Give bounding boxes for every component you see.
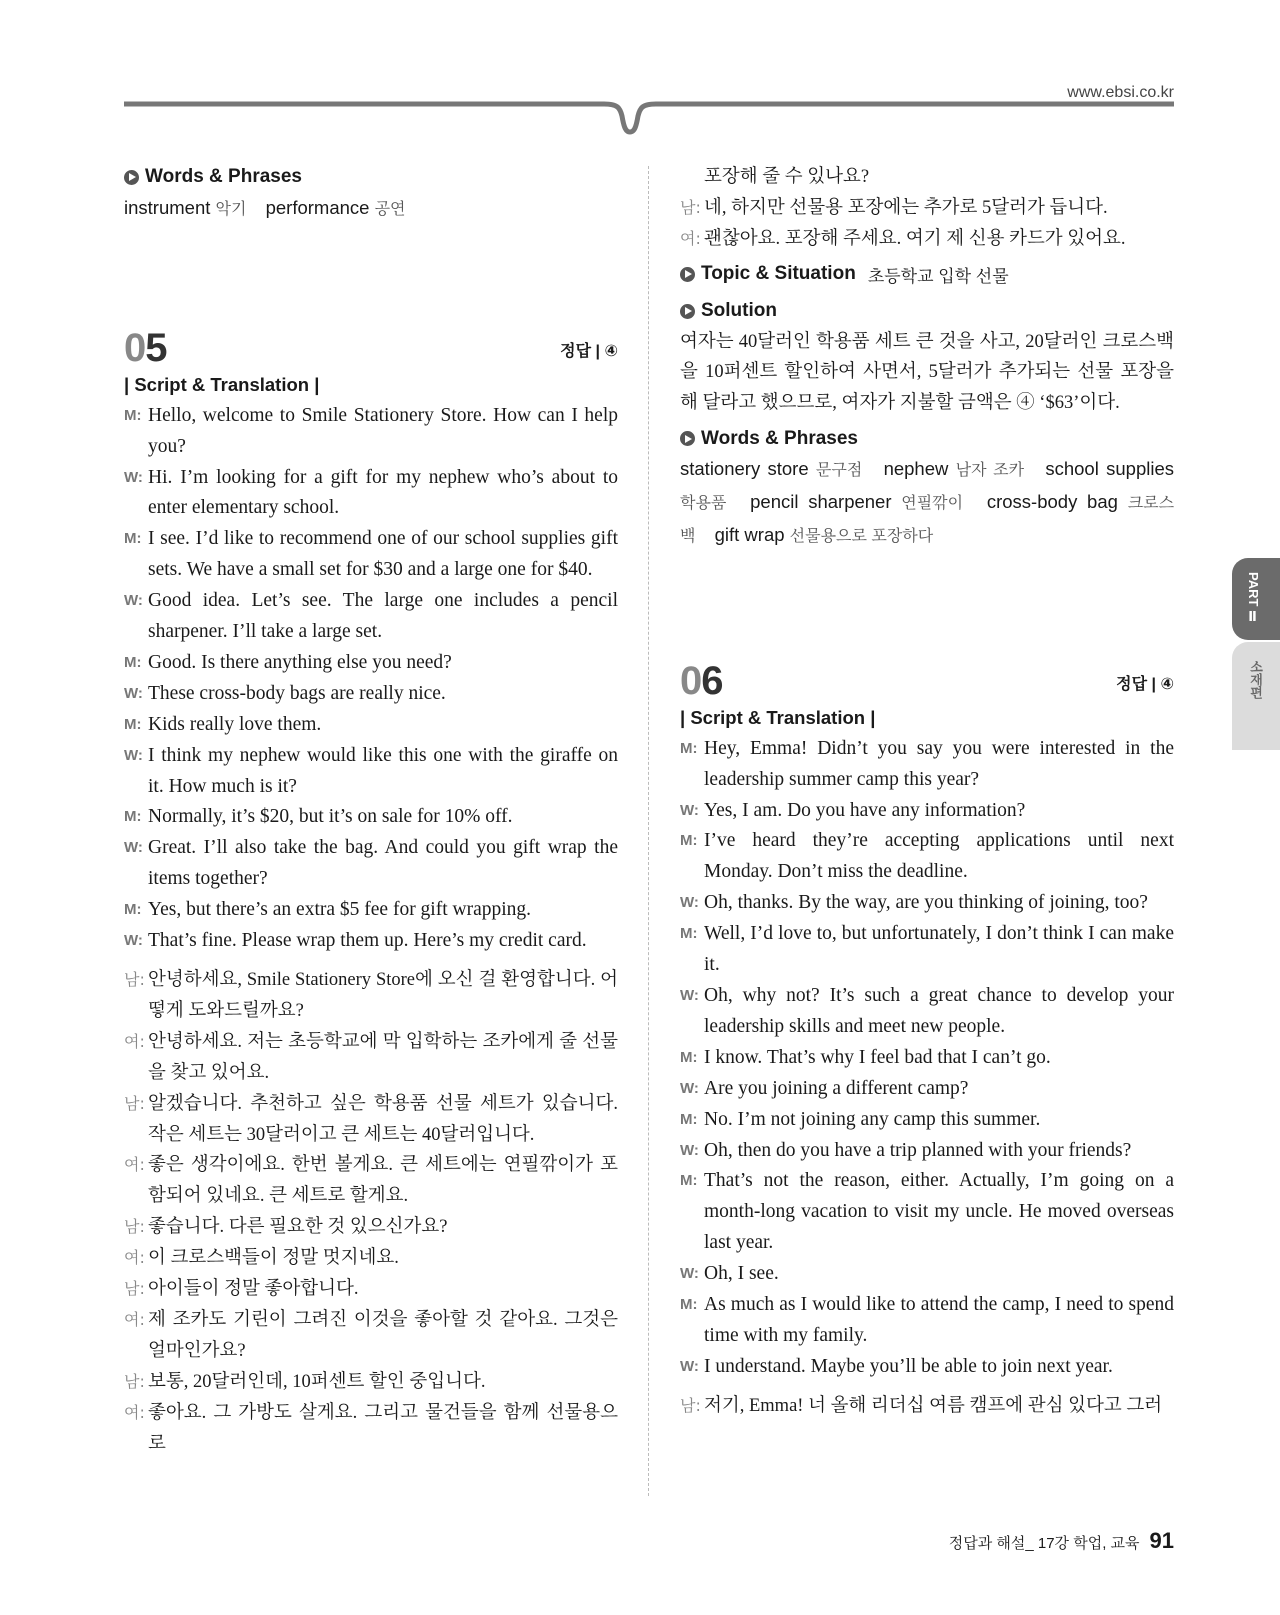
line-text: 좋은 생각이에요. 한번 볼게요. 큰 세트에는 연필깎이가 포함되어 있네요. 큰 세트로 할게요. [148, 1155, 618, 1207]
page-number: 91 [1149, 1528, 1174, 1553]
speaker-label: M: [680, 1172, 698, 1190]
line-text: Oh, I see. [704, 1263, 779, 1285]
dialogue-line [124, 926, 618, 957]
word-ko: 공연 [374, 200, 406, 218]
line-text: Oh, then do you have a trip planned with your friends? [704, 1139, 1132, 1161]
dialogue-line [680, 1290, 1174, 1352]
right-column [680, 162, 1174, 1422]
speaker-label: M: [124, 530, 142, 548]
dialogue-line [124, 524, 618, 586]
line-text: 포장해 줄 수 있나요? [704, 167, 870, 187]
translation-06 [680, 1391, 1174, 1422]
speaker-label: 남: [124, 1371, 145, 1391]
line-text: 알겠습니다. 추천하고 싶은 학용품 선물 세트가 있습니다. 작은 세트는 30달러이고 큰 세트는 40달러입니다. [148, 1093, 618, 1145]
word-ko: 악기 [215, 200, 247, 218]
dialogue-line [124, 1150, 618, 1212]
speaker-label: W: [680, 1357, 699, 1375]
line-text: That’s not the reason, either. Actually, I’m going on a month-long vacation to visit my uncle. He moved overseas last year. [704, 1170, 1174, 1254]
page-footer [949, 1528, 1174, 1554]
dialogue-line [680, 1166, 1174, 1259]
line-text: Are you joining a different camp? [704, 1077, 969, 1099]
script-05 [124, 401, 618, 957]
speaker-label: W: [124, 468, 143, 486]
words-list [680, 454, 1174, 553]
speaker-label: W: [680, 1265, 699, 1283]
speaker-label: 남: [680, 197, 701, 217]
dialogue-line [124, 1274, 618, 1305]
dialogue-line [680, 1136, 1174, 1167]
answer-label: 정답 | ④ [1116, 675, 1174, 693]
speaker-label: M: [680, 832, 698, 850]
word-en: instrument [124, 196, 211, 218]
question-06-header [680, 659, 1174, 703]
speaker-label: W: [124, 684, 143, 702]
line-text: I think my nephew would like this one with the giraffe on it. How much is it? [148, 744, 618, 797]
topic-text: 초등학교 입학 선물 [867, 266, 1009, 286]
line-text: Good idea. Let’s see. The large one includes a pencil sharpener. I’ll take a large set. [148, 590, 618, 643]
dialogue-line [124, 1212, 618, 1243]
dialogue-line [680, 888, 1174, 919]
speaker-label: 여: [124, 1309, 145, 1329]
line-text: No. I’m not joining any camp this summer. [704, 1108, 1041, 1130]
speaker-label: W: [124, 592, 143, 610]
speaker-label: W: [680, 986, 699, 1004]
speaker-label: 남: [124, 970, 145, 989]
question-number: 05 [124, 325, 167, 370]
play-bullet-icon [680, 304, 695, 319]
dialogue-line [124, 401, 618, 463]
dialogue-line [124, 648, 618, 679]
line-text: Kids really love them. [148, 713, 322, 735]
header-rule [124, 98, 1174, 138]
speaker-label: M: [680, 1110, 698, 1128]
dialogue-line [124, 1089, 618, 1151]
dialogue-line [680, 734, 1174, 796]
line-text: Well, I’d love to, but unfortunately, I don’t think I can make it. [704, 923, 1174, 976]
line-text: Oh, why not? It’s such a great chance to develop your leadership skills and meet new people. [704, 984, 1174, 1037]
speaker-label: W: [124, 932, 143, 950]
line-text: 안녕하세요. 저는 초등학교에 막 입학하는 조카에게 줄 선물을 찾고 있어요. [148, 1031, 618, 1083]
word-ko: 선물용으로 포장하다 [789, 527, 934, 545]
question-05-header [124, 326, 618, 370]
speaker-label: M: [124, 406, 142, 424]
speaker-label: M: [124, 653, 142, 671]
line-text: As much as I would like to attend the camp, I need to spend time with my family. [704, 1294, 1174, 1346]
speaker-label: 여: [124, 1248, 145, 1268]
speaker-label: 남: [124, 1217, 145, 1237]
dialogue-line [680, 1352, 1174, 1383]
answer-label: 정답 | ④ [560, 342, 618, 360]
line-text: Great. I’ll also take the bag. And could you gift wrap the items together? [148, 837, 618, 890]
line-text: Oh, thanks. By the way, are you thinking of joining, too? [704, 892, 1148, 914]
solution-heading: Solution [680, 296, 1174, 327]
line-text: Hello, welcome to Smile Stationery Store. How can I help you? [148, 404, 618, 457]
line-text: Normally, it’s $20, but it’s on sale for 10% off. [148, 806, 513, 828]
dialogue-line [124, 1243, 618, 1274]
line-text: Hey, Emma! Didn’t you say you were interested in the leadership summer camp this year? [704, 737, 1174, 790]
speaker-label: 여: [680, 228, 701, 248]
line-text: 괜찮아요. 포장해 주세요. 여기 제 신용 카드가 있어요. [704, 228, 1126, 249]
play-bullet-icon [680, 267, 695, 282]
line-text: I’ve heard they’re accepting applications until next Monday. Don’t miss the deadline. [704, 830, 1174, 883]
word-en: gift wrap [714, 523, 785, 545]
dialogue-line [680, 1105, 1174, 1136]
dialogue-line [124, 833, 618, 895]
dialogue-line [680, 224, 1174, 255]
translation-05-cont [680, 162, 1174, 255]
dialogue-line [124, 679, 618, 710]
speaker-label: W: [680, 1141, 699, 1159]
play-bullet-icon [124, 170, 139, 185]
dialogue-line [680, 826, 1174, 888]
speaker-label: 여: [124, 1155, 145, 1175]
tab-part-2[interactable]: PART Ⅱ [1232, 558, 1280, 640]
speaker-label: W: [124, 746, 143, 764]
word-en: pencil sharpener [750, 491, 892, 513]
line-text: Yes, but there’s an extra $5 fee for gift wrapping. [148, 899, 532, 921]
speaker-label: M: [124, 808, 142, 826]
speaker-label: M: [124, 901, 142, 919]
dialogue-line [124, 802, 618, 833]
word-en: performance [265, 196, 370, 218]
dialogue-line [124, 586, 618, 648]
column-divider [648, 166, 649, 1496]
line-text: I know. That’s why I feel bad that I can’t go. [704, 1046, 1051, 1068]
dialogue-line [124, 1398, 618, 1460]
line-text: 좋아요. 그 가방도 살게요. 그리고 물건들을 함께 선물용으로 [148, 1402, 618, 1454]
word-ko: 크로스백 [680, 495, 1175, 545]
dialogue-line [680, 919, 1174, 981]
dialogue-line [680, 162, 1174, 193]
dialogue-line [124, 710, 618, 741]
tab-section[interactable]: 소재편 [1232, 642, 1280, 750]
speaker-label: 여: [124, 1402, 145, 1422]
word-en: stationery store [680, 458, 809, 480]
line-text: Yes, I am. Do you have any information? [704, 799, 1026, 821]
line-text: I see. I’d like to recommend one of our school supplies gift sets. We have a small set for $30 and a large one for $40. [148, 528, 618, 581]
line-text: I understand. Maybe you’ll be able to join next year. [704, 1355, 1113, 1377]
words-phrases-heading: Words & Phrases [680, 423, 1174, 454]
speaker-label: 남: [680, 1395, 701, 1415]
line-text: Hi. I’m looking for a gift for my nephew who’s about to enter elementary school. [148, 466, 618, 519]
question-number: 06 [680, 658, 723, 703]
dialogue-line [680, 1043, 1174, 1074]
speaker-label: M: [680, 1048, 698, 1066]
dialogue-line [680, 1074, 1174, 1105]
solution-text: 여자는 40달러인 학용품 세트 큰 것을 사고, 20달러인 크로스백을 10퍼센트 할인하여 사면서, 5달러가 추가되는 선물 포장을 해 달라고 했으므로, 여자가 지불할 금액은 ④ ‘$63’이다. [680, 331, 1174, 414]
line-text: 보통, 20달러인데, 10퍼센트 할인 중입니다. [148, 1371, 486, 1392]
word-en: cross-body bag [986, 491, 1118, 513]
words-list [124, 193, 618, 226]
word-ko: 연필깎이 [901, 495, 964, 513]
speaker-label: W: [680, 894, 699, 912]
script-06 [680, 734, 1174, 1383]
line-text: Good. Is there anything else you need? [148, 651, 452, 673]
speaker-label: M: [680, 925, 698, 943]
speaker-label: W: [124, 839, 143, 857]
word-en: nephew [883, 458, 949, 480]
speaker-label: M: [680, 1296, 698, 1314]
dialogue-line [124, 965, 618, 1027]
dialogue-line [680, 1391, 1174, 1422]
line-text: 제 조카도 기린이 그려진 이것을 좋아할 것 같아요. 그것은 얼마인가요? [148, 1309, 618, 1361]
line-text: 좋습니다. 다른 필요한 것 있으신가요? [148, 1217, 448, 1238]
speaker-label: 남: [124, 1093, 145, 1113]
speaker-label: W: [680, 801, 699, 819]
dialogue-line [680, 1259, 1174, 1290]
speaker-label: M: [680, 739, 698, 757]
footer-text: 정답과 해설_ 17강 학업, 교육 [948, 1535, 1140, 1552]
translation-05 [124, 965, 618, 1460]
dialogue-line [124, 463, 618, 525]
site-url: www.ebsi.co.kr [1067, 84, 1174, 101]
speaker-label: 여: [124, 1031, 145, 1051]
speaker-label: 남: [124, 1279, 145, 1299]
dialogue-line [680, 193, 1174, 224]
dialogue-line [124, 741, 618, 803]
word-en: school supplies [1045, 458, 1174, 480]
words-phrases-heading: Words & Phrases [124, 162, 618, 193]
word-ko: 남자 조카 [955, 462, 1025, 480]
dialogue-line [124, 1367, 618, 1398]
word-ko: 학용품 [680, 495, 727, 513]
line-text: 저기, Emma! 너 올해 리더십 여름 캠프에 관심 있다고 그러 [704, 1395, 1163, 1416]
speaker-label: M: [124, 715, 142, 733]
line-text: 안녕하세요, Smile Stationery Store에 오신 걸 환영합니다. 어떻게 도와드릴까요? [148, 970, 619, 1021]
dialogue-line [124, 895, 618, 926]
line-text: 네, 하지만 선물용 포장에는 추가로 5달러가 듭니다. [704, 197, 1108, 218]
line-text: 이 크로스백들이 정말 멋지네요. [148, 1248, 399, 1269]
play-bullet-icon [680, 431, 695, 446]
speaker-label: W: [680, 1079, 699, 1097]
dialogue-line [124, 1027, 618, 1089]
word-ko: 문구점 [815, 462, 863, 480]
dialogue-line [680, 981, 1174, 1043]
line-text: 아이들이 정말 좋아합니다. [148, 1279, 359, 1300]
left-column [124, 162, 618, 1460]
line-text: These cross-body bags are really nice. [148, 682, 446, 704]
dialogue-line [124, 1305, 618, 1367]
script-heading: | Script & Translation | [124, 373, 320, 395]
topic-heading: Topic & Situation 초등학교 입학 선물 [680, 259, 1174, 290]
line-text: That’s fine. Please wrap them up. Here’s my credit card. [148, 930, 587, 952]
dialogue-line [680, 796, 1174, 827]
script-heading: | Script & Translation | [680, 706, 876, 728]
